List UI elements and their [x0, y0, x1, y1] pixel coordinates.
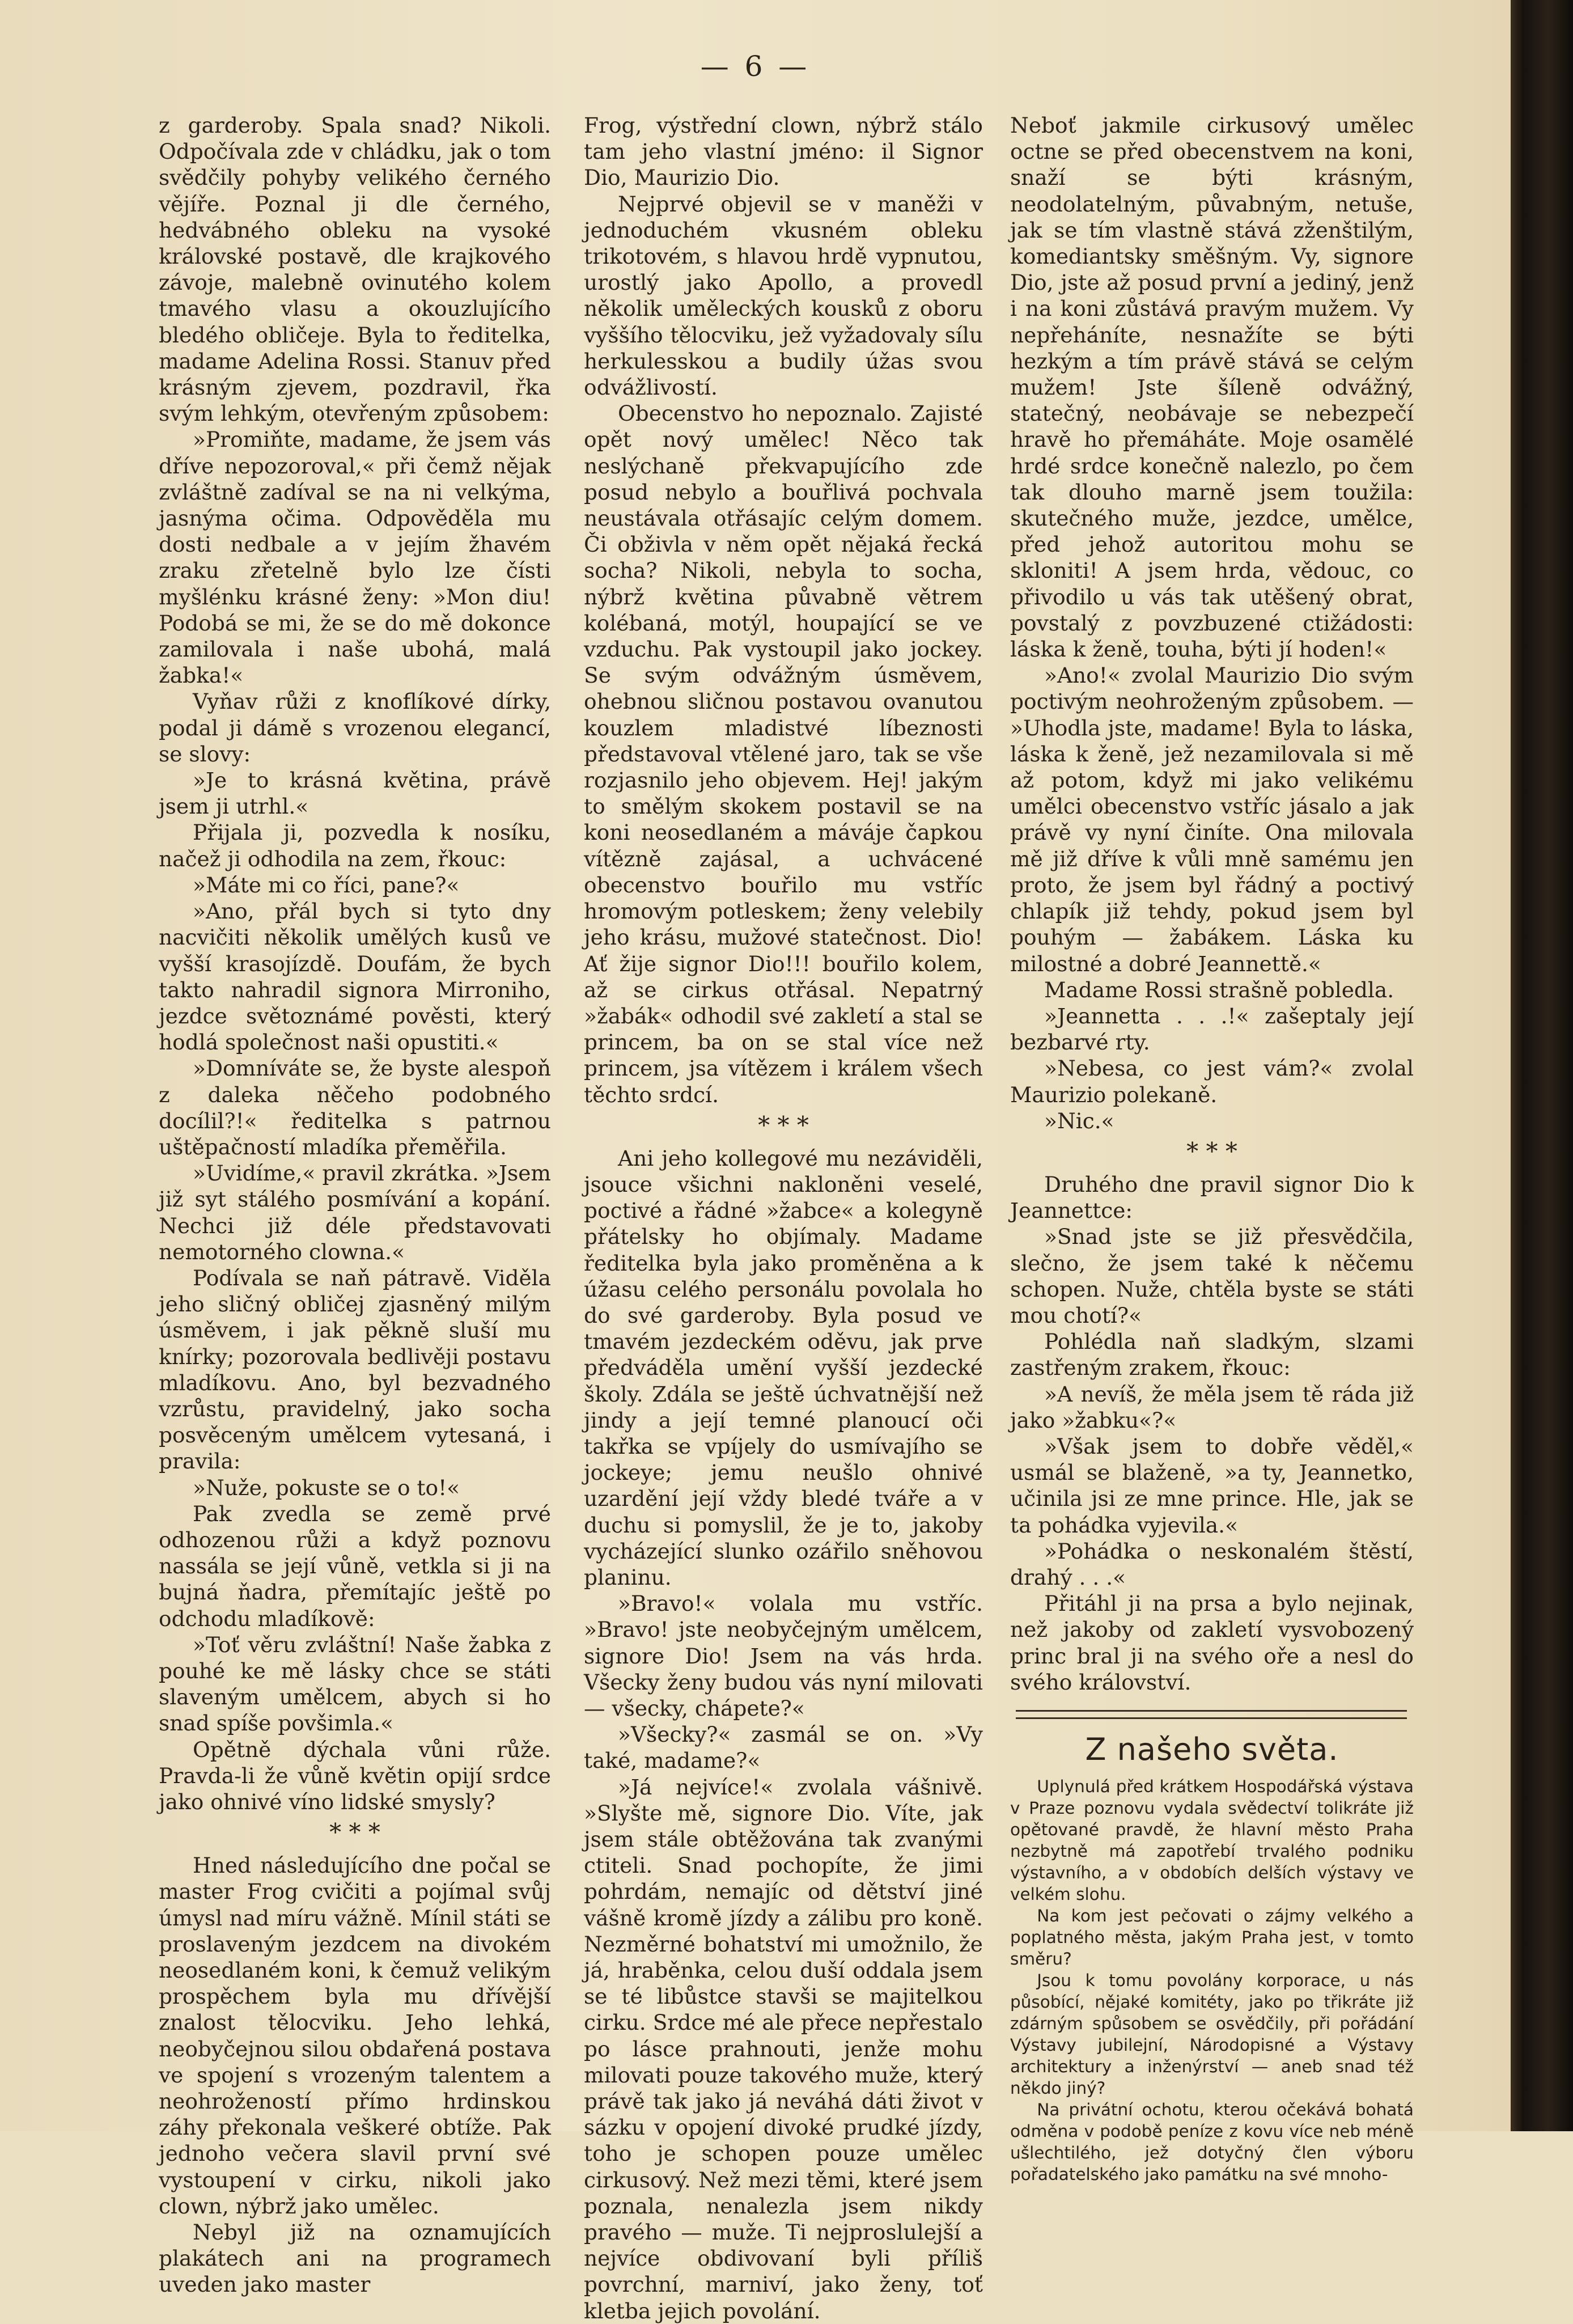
stars-ornament: * * *: [329, 1818, 380, 1847]
paragraph: Druhého dne pravil signor Dio k Jeannettce:: [1010, 1171, 1414, 1224]
page-number: — 6 —: [700, 50, 811, 83]
paragraph: Přijala ji, pozvedla k nosíku, načež ji odhodila na zem, řkouc:: [159, 820, 551, 871]
text-column-2: [584, 112, 983, 2323]
paragraph: »Ano, přál bych si tyto dny nacvičiti několik umělých kusů ve vyšší krasojízdě. Doufám, že bych takto nahradil signora Mirroniho, jezdce světoznámé pověsti, který hodlá společnost naši opustiti.«: [159, 899, 551, 1055]
paragraph: »Ano!« zvolal Maurizio Dio svým poctivým neohroženým způsobem. — »Uhodla jste, madame! Byla to láska, láska k ženě, jež nezamilovala si mě až potom, když mi jako velikému umělci obecenstvo vstříc jásalo a jak právě vy nyní činíte. Ona milovala mě již dříve k vůli mně samému jen proto, že jsem byl řádný a poctivý chlapík již tehdy, pokud jsem byl pouhým — žabákem. Láska ku milostné a dobré Jeannettě.«: [1010, 663, 1414, 976]
paragraph: Hned následujícího dne počal se master Frog cvičiti a pojímal svůj úmysl nad míru vážně. Mínil státi se proslaveným jezdcem na divokém neosedlaném koni, k čemuž velikým prospěchem byla mu dřívější znalost tělocviku. Jeho lehká, neobyčejnou silou obdařená postava ve spojení s vrozeným talentem a neohrožeností přímo hrdinskou záhy překonala veškeré obtíže. Pak jednoho večera slavil první své vystoupení v cirku, nikoli jako clown, nýbrž jako umělec.: [159, 1853, 551, 2219]
news-paragraph: Jsou k tomu povolány korporace, u nás působící, nějaké komitéty, jako po třikráte již zdárným spůsobem se osvědčily, při pořádání Výstavy jubilejní, Národopisné a Výstavy architektury a inženýrství — aneb snad též někdo jiný?: [1010, 1970, 1414, 2098]
paragraph: »Snad jste se již přesvědčila, slečno, že jsem také k něčemu schopen. Nuže, chtěla byste se státi mou chotí?«: [1010, 1224, 1414, 1328]
paragraph: »Jeannetta . . .!« zašeptaly její bezbarvé rty.: [1010, 1003, 1414, 1055]
paragraph: »Domníváte se, že byste alespoň z daleka něčeho podobného docílil?!« ředitelka s patrnou uštěpačností mladíka přeměřila.: [159, 1056, 551, 1159]
paragraph: »Pohádka o neskonalém štěstí, drahý . . .«: [1010, 1538, 1414, 1590]
text-column-3: [1010, 112, 1414, 2184]
stars-ornament: * * *: [758, 1111, 809, 1139]
column3-story: [1010, 112, 1414, 1134]
news-paragraph: Uplynulá před krátkem Hospodářská výstava v Praze poznovu vydala svědectví tolikráte již opětované pravdě, že hlavní město Praha nezbytně má zapotřebí trvalého podniku výstavního, a v obdobích delších výstavy ve velkém slohu.: [1010, 1776, 1414, 1904]
news-section: [1010, 1776, 1414, 2185]
column2-story: [584, 112, 983, 1108]
section-break-stars: [159, 1818, 551, 1847]
section-break-stars: [584, 1111, 983, 1139]
section-break-stars: [1010, 1137, 1414, 1165]
paragraph: Madame Rossi strašně pobledla.: [1044, 977, 1394, 1002]
column1-story: [159, 112, 551, 1815]
paragraph: Neboť jakmile cirkusový umělec octne se před obecenstvem na koni, snaží se býti krásným, neodolatelným, půvabným, netuše, jak se tím vlastně stává zženštilým, komediantsky směšným. Vy, signore Dio, jste až posud první a jediný, jenž i na koni zůstává pravým mužem. Vy nepřeháníte, nesnažíte se býti hezkým a tím právě stává se celým mužem! Jste šíleně odvážný, statečný, neobávaje se nebezpečí hravě ho přemáháte. Moje osamělé hrdé srdce konečně nalezlo, po čem tak dlouho marně jsem toužila: skutečného muže, jezdce, umělce, před jehož autoritou mohu se skloniti! A jsem hrda, vědouc, co přivodilo u vás tak utěšený obrat, povstalý z povzbuzené ctižádosti: láska k ženě, touha, býti jí hoden!«: [1010, 113, 1414, 662]
news-paragraph: Na kom jest pečovati o zájmy velkého a poplatného města, jakým Praha jest, v tomto směru?: [1010, 1906, 1414, 1969]
paragraph: Nebyl již na oznamujících plakátech ani na programech uveden jako master: [159, 2220, 551, 2297]
paragraph: »A nevíš, že měla jsem tě ráda již jako »žabku«?«: [1010, 1381, 1414, 1433]
paragraph: »Máte mi co říci, pane?«: [193, 872, 460, 898]
paragraph: »Bravo!« volala mu vstříc. »Bravo! jste neobyčejným umělcem, signore Dio! Jsem na vás hrda. Všecky ženy budou vás nyní milovati — všecky, chápete?«: [584, 1591, 983, 1721]
column1-story-continued: [159, 1852, 551, 2297]
paragraph: »Všecky?« zasmál se on. »Vy také, madame?«: [584, 1722, 983, 1773]
paragraph: Frog, výstřední clown, nýbrž stálo tam jeho vlastní jméno: il Signor Dio, Maurizio Dio.: [584, 113, 983, 191]
paragraph: Ani jeho kollegové mu nezáviděli, jsouce všichni nakloněni veselé, poctivé a řádné »žabce« a kolegyně přátelsky ho objímaly. Madame ředitelka byla jako proměněna a k úžasu celého personálu povolala ho do své garderoby. Byla posud ve tmavém jezdeckém oděvu, jak prve předváděla umění vyšší jezdecké školy. Zdála se ještě úchvatnější než jindy a její temné planoucí oči takřka se vpíjely do usmívajího se jockeye; jemu neušlo ohnivé uzardění její vždy bledé tváře a v duchu si pomyslil, že je to, jakoby vycházející slunko ozářilo sněhovou planinu.: [584, 1145, 983, 1590]
paragraph: Opětně dýchala vůni růže. Pravda-li že vůně květin opijí srdce jako ohnivé víno lidské smysly?: [159, 1737, 551, 1814]
paragraph: »Toť věru zvláštní! Naše žabka z pouhé ke mě lásky chce se státi slaveným umělcem, abych si ho snad spíše povšimla.«: [159, 1632, 551, 1736]
column2-story-continued: [584, 1145, 983, 2324]
paragraph: z garderoby. Spala snad? Nikoli. Odpočívala zde v chládku, jak o tom svědčily pohyby velikého černého vějíře. Poznal ji dle černého, hedvábného obleku na vysoké královské postavě, dle krajkového závoje, malebně ovinutého kolem tmavého vlasu a okouzlujícího bledého obličeje. Byla to ředitelka, madame Adelina Rossi. Stanuv před krásným zjevem, pozdravil, řka svým lehkým, otevřeným způsobem:: [159, 113, 551, 426]
double-rule-divider: [1016, 1710, 1407, 1719]
paragraph: »Já nejvíce!« zvolala vášnivě. »Slyšte mě, signore Dio. Víte, jak jsem stále obtěžována tak zvanými ctiteli. Snad pochopíte, že jimi pohrdám, nemajíc od dětství jiné vášně kromě jízdy a zálibu pro koně. Nezměrné bohatství mi umožnilo, že já, hraběnka, celou duší oddala jsem se té libůstce stavši se majitelkou cirku. Srdce mé ale přece nepřestalo po lásce prahnouti, jenže mohu milovati pouze takového muže, který právě tak jako já neváhá dáti život v sázku v opojení divoké prudké jízdy, toho je schopen pouze umělec cirkusový. Než mezi těmi, které jsem poznala, nenalezla jsem nikdy pravého — muže. Ti nejproslulejší a nejvíce obdivovaní byli příliš povrchní, marniví, jako ženy, toť kletba jejich povolání.: [584, 1774, 983, 2323]
paragraph: Obecenstvo ho nepoznalo. Zajisté opět nový umělec! Něco tak neslýchaně překvapujícího zde posud nebylo a bouřlivá pochvala neustávala otřásajíc celým domem. Či obživla v něm opět nějaká řecká socha? Nikoli, nebyla to socha, nýbrž květina půvabně větrem kolébaná, motýl, houpající se ve vzduchu. Pak vystoupil jako jockey. Se svým odvážným úsměvem, ohebnou sličnou postavou ovanutou kouzlem mladistvé líbeznosti představoval vtělené jaro, tak se vše rozjasnilo jeho objevem. Hej! jakým to smělým skokem postavil se na koni neosedlaném a máváje čapkou vítězně zajásal, a uchvácené obecenstvo bouřilo mu vstříc hromovým potleskem; ženy velebily jeho krásu, mužové statečnost. Dio! Ať žije signor Dio!!! bouřilo kolem, až se cirkus otřásal. Nepatrný »žabák« odhodil své zakletí a stal se princem, ba on se stal více než princem, jsa vítězem i králem všech těchto srdcí.: [584, 401, 983, 1107]
paragraph: »Však jsem to dobře věděl,« usmál se blaženě, »a ty, Jeannetko, učinila jsi ze mne prince. Hle, jak se ta pohádka vyjevila.«: [1010, 1433, 1414, 1538]
news-paragraph: Na privátní ochotu, kterou očekává bohatá odměna v podobě peníze z kovu více neb méně ušlechtilého, jež dotyčný člen výboru pořadatelského jako památku na své mnoho-: [1010, 2099, 1414, 2184]
paragraph: Pak zvedla se země prvé odhozenou růži a když poznovu nassála se její vůně, vetkla si ji na bujná ňadra, přemítajíc ještě po odchodu mladíkově:: [159, 1501, 551, 1631]
stars-ornament: * * *: [1186, 1137, 1237, 1165]
paragraph: Nejprvé objevil se v maněži v jednoduchém vkusném obleku trikotovém, s hlavou hrdě vypnutou, urostlý jako Apollo, a provedl několik uměleckých kousků z oboru vyššího tělocviku, jež vyžadovaly sílu herkulesskou a budily úžas svou odvážlivostí.: [584, 191, 983, 400]
paragraph: »Uvidíme,« pravil zkrátka. »Jsem již syt stálého posmívání a kopání. Nechci již déle představovati nemotorného clowna.«: [159, 1161, 551, 1264]
paragraph: Pohlédla naň sladkým, slzami zastřeným zrakem, řkouc:: [1010, 1329, 1414, 1381]
paragraph: »Promiňte, madame, že jsem vás dříve nepozoroval,« při čemž nějak zvláštně zadíval se na ni velkýma, jasnýma očima. Odpověděla mu dosti nedbale a v jejím žhavém zraku zřetelně bylo lze čísti myšlénku krásné ženy: »Mon diu! Podobá se mi, že se do mě dokonce zamilovala i naše ubohá, malá žabka!«: [159, 427, 551, 688]
paragraph: »Nuže, pokuste se o to!«: [193, 1475, 460, 1500]
book-spine-shadow: [1511, 0, 1573, 2131]
paragraph: »Nic.«: [1044, 1108, 1114, 1133]
section-heading: Z našeho světa.: [1085, 1731, 1339, 1767]
text-column-1: [159, 112, 551, 2297]
paragraph: »Nebesa, co jest vám?« zvolal Maurizio polekaně.: [1010, 1056, 1414, 1107]
column3-story-continued: [1010, 1171, 1414, 1695]
paragraph: Přitáhl ji na prsa a bylo nejinak, než jakoby od zakletí vysvobozený princ bral ji na svého oře a nesl do svého království.: [1010, 1591, 1414, 1695]
paragraph: Podívala se naň pátravě. Viděla jeho sličný obličej zjasněný milým úsměvem, i jak pěkně sluší mu knírky; pozorovala bedlivěji postavu mladíkovu. Ano, byl bezvadného vzrůstu, pravidelný, jako socha posvěceným umělcem vytesaná, i pravila:: [159, 1265, 551, 1474]
paragraph: Vyňav růži z knoflíkové dírky, podal ji dámě s vrozenou elegancí, se slovy:: [159, 689, 551, 767]
paragraph: »Je to krásná květina, právě jsem ji utrhl.«: [159, 768, 551, 819]
